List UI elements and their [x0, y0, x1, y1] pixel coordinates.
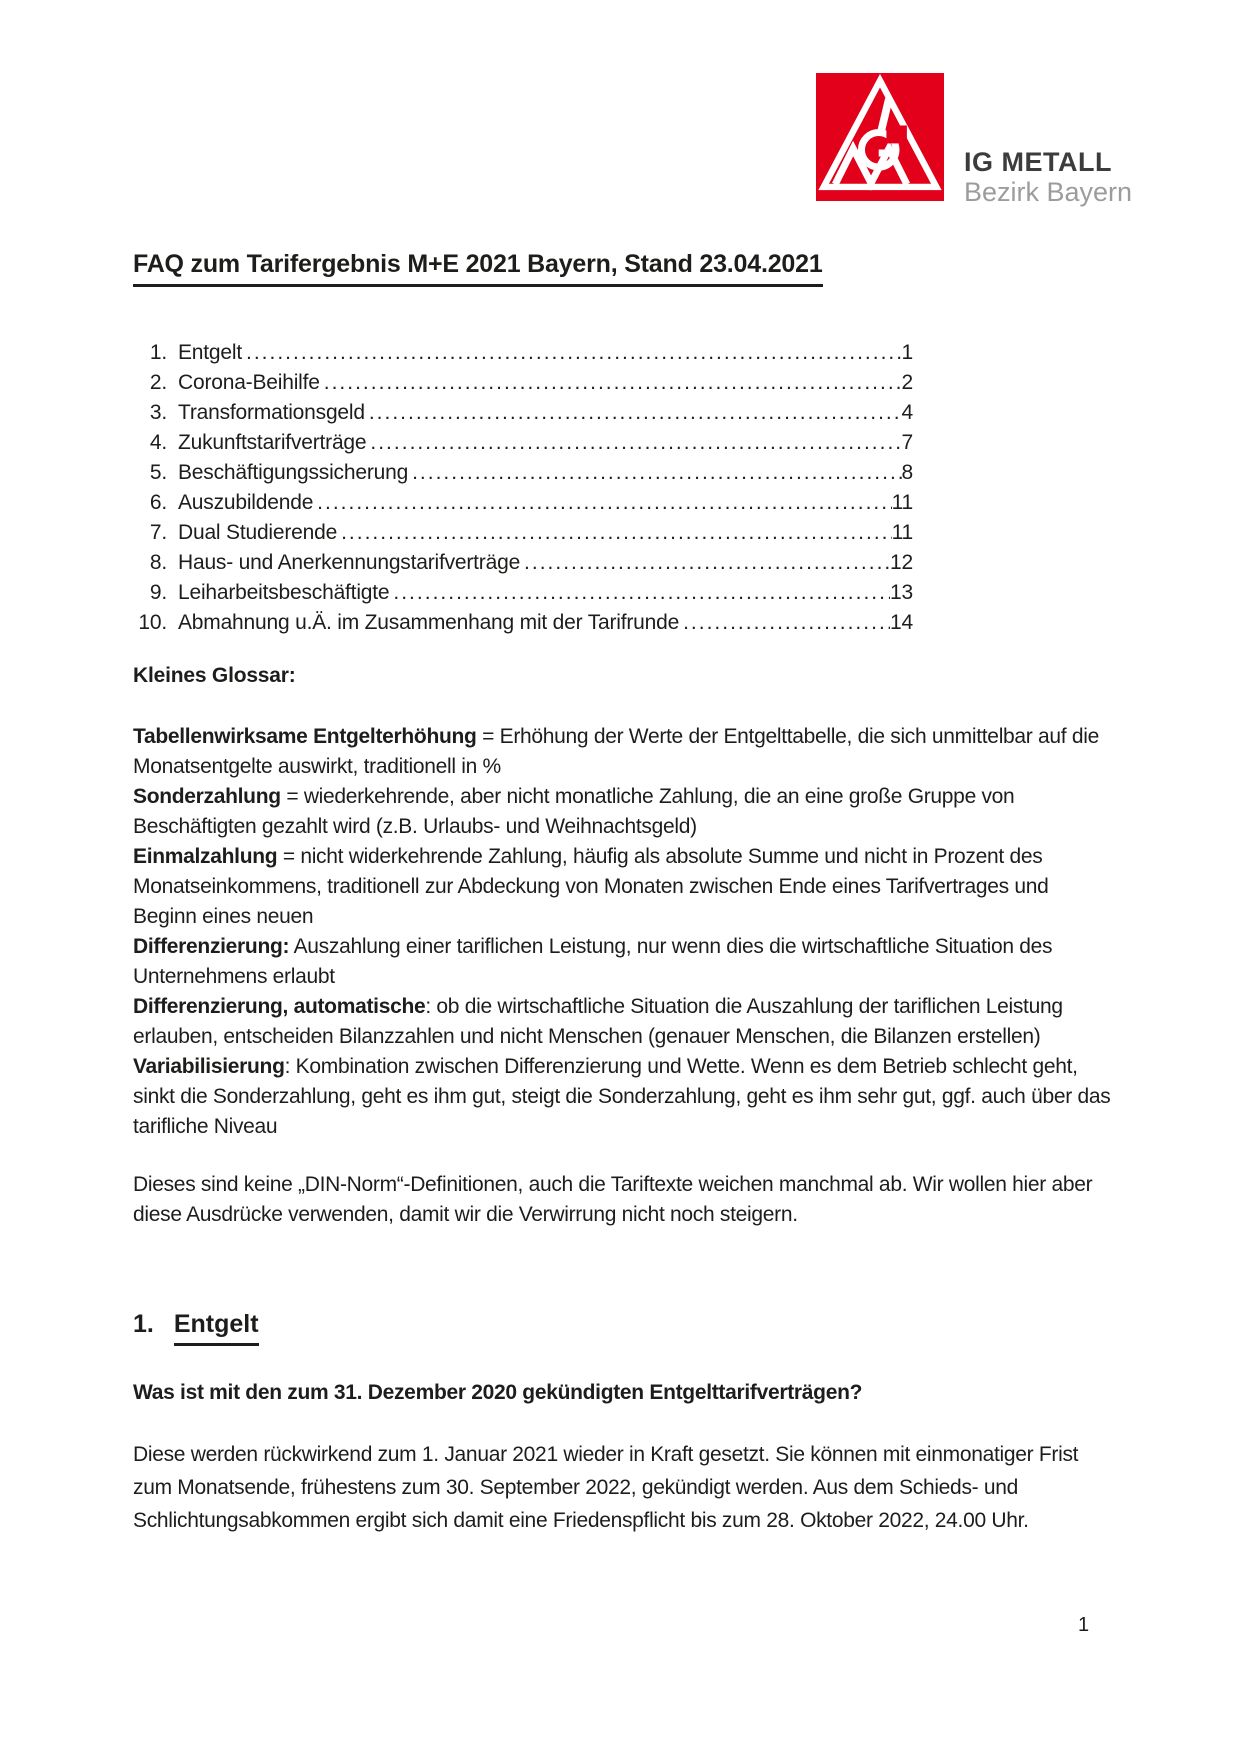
brand-name: IG METALL	[964, 147, 1112, 177]
toc-label: Entgelt	[178, 341, 242, 364]
glossary-definition: = wiederkehrende, aber nicht monatliche Zahlung, die an eine große Gruppe von Beschäftigten gezahlt wird (z.B. Urlaubs- und Weihnachtsgeld)	[133, 785, 1015, 838]
toc-dot-leader	[524, 548, 890, 578]
toc-page-number: 8	[901, 461, 913, 484]
toc-dot-leader	[370, 428, 901, 458]
toc-item	[133, 608, 913, 638]
toc-label: Beschäftigungssicherung	[178, 461, 409, 484]
toc-item	[133, 518, 913, 548]
toc-number: 3.	[149, 401, 167, 424]
toc-page-number: 14	[890, 611, 913, 634]
glossary-note: Dieses sind keine „DIN-Norm“-Definitionen, auch die Tariftexte weichen manchmal ab. Wir wollen hier aber diese Ausdrücke verwenden, damit wir die Verwirrung nicht noch steigern.	[133, 1173, 1093, 1226]
glossary-term: Differenzierung:	[133, 935, 290, 958]
toc-dot-leader	[324, 368, 902, 398]
glossary	[133, 722, 1111, 1230]
toc-number: 7.	[149, 521, 167, 544]
toc-dot-leader	[412, 458, 901, 488]
toc-item	[133, 488, 913, 518]
glossary-term: Sonderzahlung	[133, 785, 281, 808]
question-heading: Was ist mit den zum 31. Dezember 2020 gekündigten Entgelttarifverträgen?	[133, 1381, 863, 1404]
glossary-definition: : ob die wirtschaftliche Situation die Auszahlung der tariflichen Leistung erlauben, entscheiden Bilanzzahlen und nicht Menschen (genauer Menschen, die Bilanzen erstellen)	[133, 995, 1063, 1048]
toc-label: Abmahnung u.Ä. im Zusammenhang mit der Tarifrunde	[178, 611, 680, 634]
toc-label: Haus- und Anerkennungstarifverträge	[178, 551, 521, 574]
toc-label: Transformationsgeld	[178, 401, 365, 424]
toc-dot-leader	[341, 518, 892, 548]
table-of-contents	[133, 338, 913, 638]
glossary-heading: Kleines Glossar:	[133, 664, 296, 687]
glossary-definition: = Erhöhung der Werte der Entgelttabelle, die sich unmittelbar auf die Monatsentgelte auswirkt, traditionell in %	[133, 725, 1099, 778]
toc-item	[133, 398, 913, 428]
toc-page-number: 11	[891, 521, 913, 544]
toc-dot-leader	[246, 338, 902, 368]
glossary-term: Variabilisierung	[133, 1055, 285, 1078]
glossary-term: Tabellenwirksame Entgelterhöhung	[133, 725, 477, 748]
glossary-definition: Auszahlung einer tariflichen Leistung, nur wenn dies die wirtschaftliche Situation des Unternehmens erlaubt	[133, 935, 1053, 988]
toc-label: Leiharbeitsbeschäftigte	[178, 581, 390, 604]
toc-number: 4.	[149, 431, 167, 454]
toc-page-number: 1	[901, 341, 913, 364]
glossary-entry	[133, 782, 1111, 842]
section-title: Entgelt	[174, 1310, 259, 1346]
toc-dot-leader	[683, 608, 890, 638]
toc-label: Corona-Beihilfe	[178, 371, 320, 394]
glossary-term: Einmalzahlung	[133, 845, 278, 868]
toc-number: 1.	[149, 341, 167, 364]
toc-number: 6.	[149, 491, 167, 514]
toc-page-number: 2	[901, 371, 913, 394]
toc-number: 10.	[138, 611, 167, 634]
toc-page-number: 13	[890, 581, 913, 604]
toc-page-number: 12	[890, 551, 913, 574]
glossary-entry	[133, 992, 1111, 1052]
document-title: FAQ zum Tarifergebnis M+E 2021 Bayern, Stand 23.04.2021	[133, 250, 823, 287]
glossary-entry	[133, 722, 1111, 782]
toc-item	[133, 428, 913, 458]
logo-block	[816, 73, 1132, 207]
glossary-entry	[133, 932, 1111, 992]
toc-dot-leader	[369, 398, 902, 428]
toc-label: Zukunftstarifverträge	[178, 431, 367, 454]
toc-dot-leader	[393, 578, 890, 608]
section-number: 1.	[133, 1310, 154, 1338]
toc-number: 8.	[149, 551, 167, 574]
toc-item	[133, 548, 913, 578]
glossary-entry	[133, 842, 1111, 932]
toc-number: 5.	[149, 461, 167, 484]
footer-page-number: 1	[1078, 1614, 1090, 1636]
toc-label: Auszubildende	[178, 491, 314, 514]
section-heading	[133, 1310, 259, 1346]
brand-region: Bezirk Bayern	[964, 177, 1133, 208]
toc-page-number: 4	[901, 401, 913, 424]
glossary-term: Differenzierung, automatische	[133, 995, 426, 1018]
glossary-definition: : Kombination zwischen Differenzierung und Wette. Wenn es dem Betrieb schlecht geht, sinkt die Sonderzahlung, geht es ihm gut, steigt die Sonderzahlung, geht es ihm sehr gut, ggf. auch über das tarifliche Niveau	[133, 1055, 1111, 1138]
toc-item	[133, 458, 913, 488]
glossary-entry	[133, 1052, 1111, 1142]
ig-metall-logo-icon	[816, 73, 944, 201]
toc-item	[133, 338, 913, 368]
toc-label: Dual Studierende	[178, 521, 338, 544]
toc-dot-leader	[317, 488, 891, 518]
toc-page-number: 7	[901, 431, 913, 454]
toc-item	[133, 578, 913, 608]
glossary-definition: = nicht widerkehrende Zahlung, häufig als absolute Summe und nicht in Prozent des Monatseinkommens, traditionell zur Abdeckung von Monaten zwischen Ende eines Tarifvertrages und Beginn eines neuen	[133, 845, 1049, 928]
toc-item	[133, 368, 913, 398]
toc-page-number: 11	[891, 491, 913, 514]
toc-number: 9.	[149, 581, 167, 604]
answer-paragraph: Diese werden rückwirkend zum 1. Januar 2021 wieder in Kraft gesetzt. Sie können mit einmonatiger Frist zum Monatsende, frühestens zum 30. September 2022, gekündigt werden. Aus dem Schieds- und Schlichtungsabkommen ergibt sich damit eine Friedenspflicht bis zum 28. Oktober 2022, 24.00 Uhr.	[133, 1443, 1079, 1532]
toc-number: 2.	[149, 371, 167, 394]
